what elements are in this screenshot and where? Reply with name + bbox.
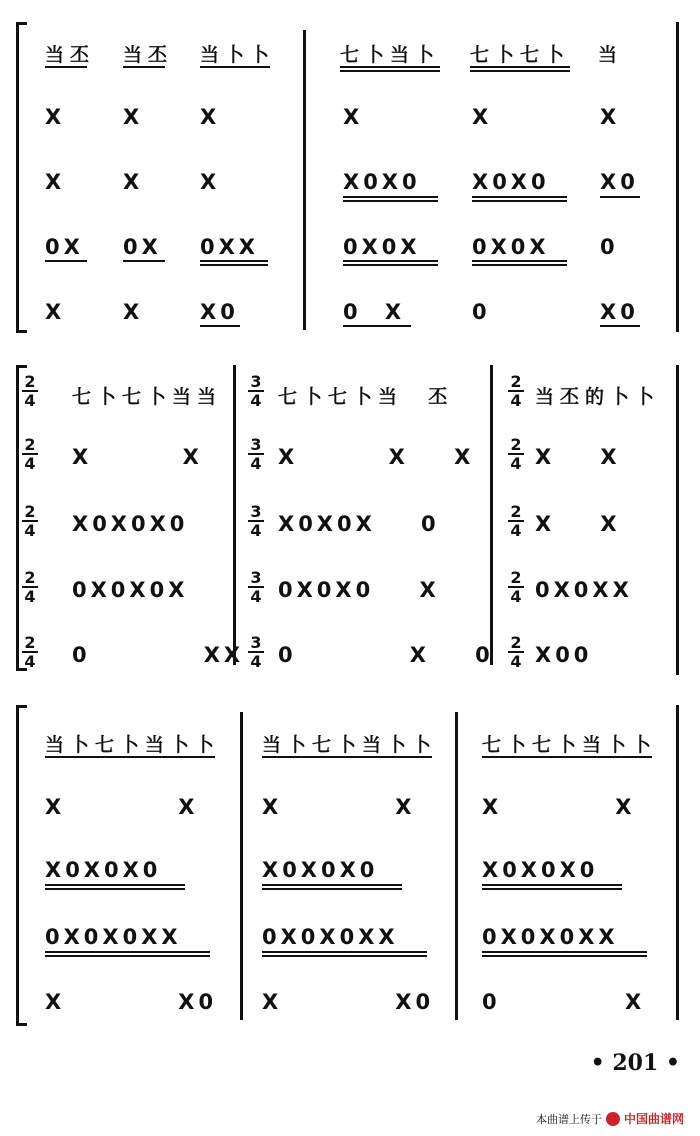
s3-r3-m2: X0X0X0 [262,858,379,882]
s1-r4-m2-b2: 0X0X [472,235,550,259]
s2-r3-m2: X0X0X 0 [278,512,440,536]
s1-r2-m1-b3: X [200,105,221,129]
footer [536,1110,684,1127]
s1-r2-m1-b1: X [45,105,66,129]
s2-r4-m1: 0X0X0X [72,578,189,602]
system-1-barline-1 [303,30,306,330]
system-2-barline-2 [490,365,493,665]
s3-r4-m1: 0X0X0XX [45,925,182,949]
footer-text: 本曲谱上传于 [535,1112,602,1126]
s1-r4-m2-b3: 0 [600,235,619,259]
site-logo-icon [606,1112,620,1126]
footer-brand[interactable]: 中国曲谱网 [623,1112,684,1126]
s3-r1-m1: 当卜七卜当卜卜 [45,734,221,756]
s2-r4-m2: 0X0X0 X [278,578,440,602]
s1-r3-m1-b1: X [45,170,66,194]
s1-r4-m1-b3: 0XX [200,235,259,259]
page-number: • 201 • [590,1050,680,1076]
s1-r1-m2-b2: 七卜七卜 [470,44,571,66]
s1-r5-m2-b2: 0 [472,300,491,324]
s1-r4-m1-b1: 0X [45,235,84,259]
s2-r1-m3: 当丕的卜卜 [535,386,661,408]
time-signature: 3 4 [248,635,264,669]
s1-r2-m2-b2: X [472,105,493,129]
s1-r5-m2-b3: X0 [600,300,639,324]
s2-r4-m3: 0X0XX [535,578,633,602]
system-2-barline-end [676,365,679,675]
s3-r3-m3: X0X0X0 [482,858,599,882]
s1-r5-m1-b1: X [45,300,66,324]
s3-r5-m2: X X0 [262,990,435,1014]
s1-r5-m1-b3: X0 [200,300,239,324]
system-3-barline-1 [240,712,243,1020]
system-3-barline-2 [455,712,458,1020]
s2-r2-m3: X X [535,445,621,469]
s1-r3-m2-b1: X0X0 [343,170,421,194]
s3-r1-m3: 七卜七卜当卜卜 [482,734,658,756]
s1-r5-m2-b1: 0 X [343,300,412,324]
s3-r1-m2: 当卜七卜当卜卜 [262,734,438,756]
s1-r1-m1-b2: 当丕 [123,44,174,66]
s2-r2-m1: X X [72,445,203,469]
time-signature: 2 4 [22,374,38,408]
s1-r1-m1-b1: 当丕 [45,44,96,66]
s1-r1-m2-b1: 七卜当卜 [340,44,441,66]
s3-r5-m3: 0 X [482,990,646,1014]
time-signature: 3 4 [248,504,264,538]
s2-r3-m1: X0X0X0 [72,512,189,536]
system-3-barline-end [676,705,679,1020]
s1-r1-m2-b3: 当 [598,44,624,66]
time-signature: 2 4 [508,374,524,408]
time-signature: 2 4 [508,635,524,669]
s2-r1-m2: 七卜七卜当 丕 [278,386,454,408]
system-1-bracket [16,22,27,333]
s2-r2-m2: X X X [278,445,475,469]
s1-r4-m2-b1: 0X0X [343,235,421,259]
time-signature: 3 4 [248,570,264,604]
s3-r4-m3: 0X0X0XX [482,925,619,949]
s2-r3-m3: X X [535,512,621,536]
s1-r2-m2-b3: X [600,105,621,129]
s3-r4-m2: 0X0X0XX [262,925,399,949]
s3-r2-m3: X X [482,795,636,819]
s3-r5-m1: X X0 [45,990,218,1014]
s1-r1-m1-b3: 当卜卜 [200,44,276,66]
s1-r2-m1-b2: X [123,105,144,129]
time-signature: 2 4 [22,635,38,669]
s2-r5-m1: 0 XX [72,643,245,667]
s1-r3-m2-b3: X0 [600,170,639,194]
s2-r1-m1: 七卜七卜当当 [72,386,223,408]
system-1-barline-end [676,22,679,332]
time-signature: 2 4 [508,570,524,604]
s1-r5-m1-b2: X [123,300,144,324]
s3-r3-m1: X0X0X0 [45,858,162,882]
time-signature: 3 4 [248,374,264,408]
time-signature: 3 4 [248,437,264,471]
time-signature: 2 4 [22,504,38,538]
time-signature: 2 4 [22,570,38,604]
s1-r2-m2-b1: X [343,105,364,129]
s3-r2-m1: X X [45,795,199,819]
s2-r5-m3: X00 [535,643,593,667]
s3-r2-m2: X X [262,795,416,819]
s1-r3-m2-b2: X0X0 [472,170,550,194]
system-2-barline-1 [233,365,236,665]
s2-r5-m2: 0 X 0 [278,643,494,667]
system-3-bracket [16,705,27,1026]
time-signature: 2 4 [508,437,524,471]
s1-r3-m1-b2: X [123,170,144,194]
s1-r3-m1-b3: X [200,170,221,194]
time-signature: 2 4 [22,437,38,471]
s1-r4-m1-b2: 0X [123,235,162,259]
time-signature: 2 4 [508,504,524,538]
